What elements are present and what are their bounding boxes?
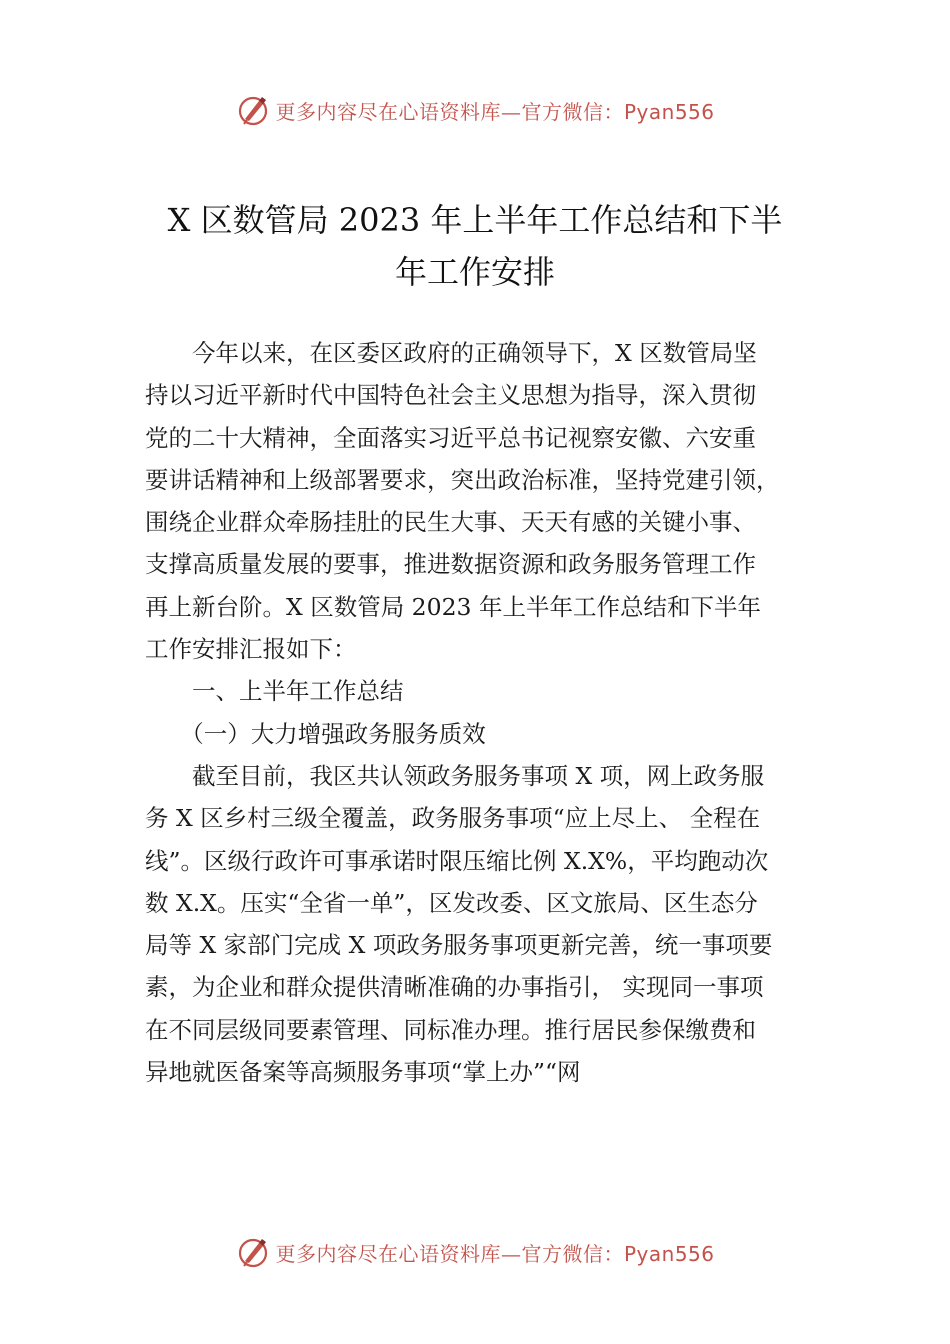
body-line: 支撑高质量发展的要事，推进数据资源和政务服务管理工作 <box>145 550 756 579</box>
watermark-banner-top <box>0 88 950 132</box>
body-line: 异地就医备案等高频服务事项“掌上办”“网 <box>145 1058 581 1087</box>
body-line: 持以习近平新时代中国特色社会主义思想为指导，深入贯彻 <box>145 381 756 410</box>
document-title <box>100 194 850 298</box>
body-line: 再上新台阶。X 区数管局 2023 年上半年工作总结和下半年 <box>145 592 761 621</box>
body-line: 线”。区级行政许可事承诺时限压缩比例 X.X%，平均跑动次 <box>145 846 769 875</box>
section-heading: 一、上半年工作总结 <box>145 677 404 706</box>
title-line-1: X 区数管局 2023 年上半年工作总结和下半 <box>167 201 783 239</box>
body-line: 数 X.X。压实“全省一单”，区发改委、区文旅局、区生态分 <box>145 888 758 917</box>
watermark-text: 更多内容尽在心语资料库—官方微信：Pyan556 <box>275 99 715 124</box>
body-line: 党的二十大精神，全面落实习近平总书记视察安徽、六安重 <box>145 423 756 452</box>
document-body <box>145 332 825 1093</box>
subsection-heading: （一）大力增强政务服务质效 <box>145 719 486 748</box>
body-line: 务 X 区乡村三级全覆盖，政务服务事项“应上尽上、 全程在 <box>145 804 761 833</box>
body-line: 素，为企业和群众提供清晰准确的办事指引， 实现同一事项 <box>145 973 764 1002</box>
pen-nib-seal-icon <box>235 92 271 128</box>
body-line: 今年以来，在区委区政府的正确领导下，X 区数管局坚 <box>145 339 757 367</box>
title-line-2: 年工作安排 <box>394 253 555 291</box>
watermark-banner-bottom <box>0 1230 950 1274</box>
body-line: 围绕企业群众牵肠挂肚的民生大事、天天有感的关键小事、 <box>145 508 756 537</box>
body-line: 在不同层级同要素管理、同标准办理。推行居民参保缴费和 <box>145 1015 756 1044</box>
body-line: 要讲话精神和上级部署要求，突出政治标准，坚持党建引领， <box>145 465 780 494</box>
pen-nib-seal-icon <box>235 1234 271 1270</box>
watermark-text: 更多内容尽在心语资料库—官方微信：Pyan556 <box>275 1241 715 1266</box>
body-line: 局等 X 家部门完成 X 项政务服务事项更新完善，统一事项要 <box>145 931 773 960</box>
body-line: 工作安排汇报如下： <box>145 635 357 664</box>
body-line: 截至目前，我区共认领政务服务事项 X 项，网上政务服 <box>145 761 765 790</box>
